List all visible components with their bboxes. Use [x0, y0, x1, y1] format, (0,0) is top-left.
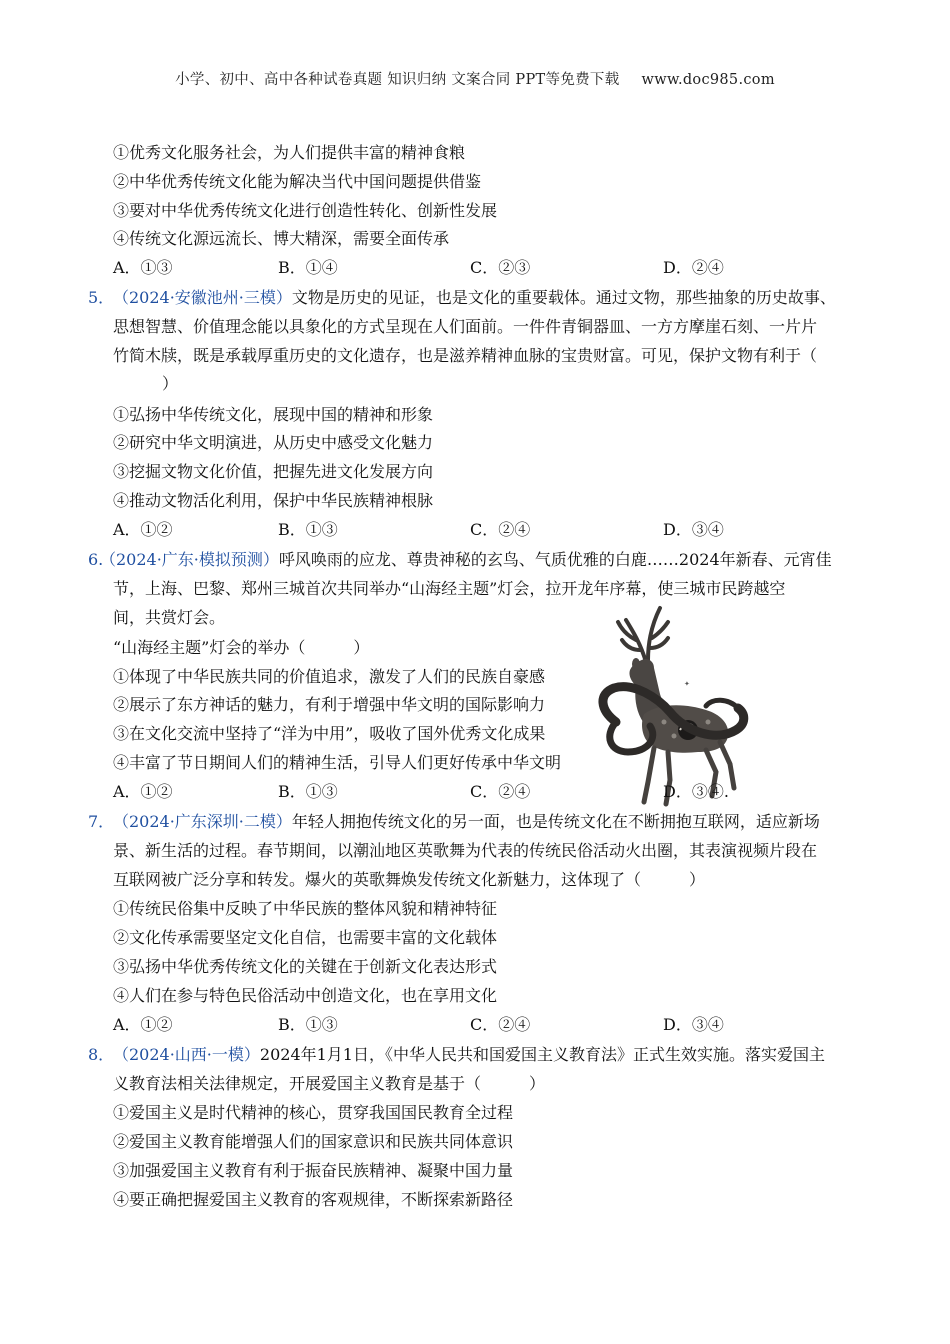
svg-text:✦: ✦: [684, 680, 690, 688]
statement: ④传统文化源远流长、博大精深，需要全面传承: [113, 229, 450, 248]
white-deer-lantern-image: [588, 602, 750, 807]
option-b: B．①④: [278, 258, 338, 277]
statement: ③挖掘文物文化价值，把握先进文化发展方向: [113, 462, 434, 481]
statement: ④要正确把握爱国主义教育的客观规律，不断探索新路径: [113, 1190, 514, 1209]
statement: ①爱国主义是时代精神的核心，贯穿我国国民教育全过程: [113, 1103, 514, 1122]
statement: ③在文化交流中坚持了“洋为中用”，吸收了国外优秀文化成果: [113, 724, 546, 743]
stem-text: 呼风唤雨的应龙、尊贵神秘的玄鸟、气质优雅的白鹿……2024年新春、元宵佳: [278, 550, 832, 569]
question-source: （2024·安徽池州·三模）: [113, 288, 292, 307]
statement: ④丰富了节日期间人们的精神生活，引导人们更好传承中华文明: [113, 753, 562, 772]
option-d: D．③④: [663, 520, 724, 539]
statement: ③加强爱国主义教育有利于振奋民族精神、凝聚中国力量: [113, 1161, 514, 1180]
option-d: D．③④: [663, 1015, 724, 1034]
option-c: C．②③: [470, 258, 531, 277]
stem-text: “山海经主题”灯会的举办（ ）: [113, 638, 370, 657]
header-text: 小学、初中、高中各种试卷真题 知识归纳 文案合同 PPT等免费下载: [175, 72, 620, 88]
statement: ③要对中华优秀传统文化进行创造性转化、创新性发展: [113, 201, 498, 220]
question-number: 7．: [88, 812, 115, 831]
statement: ②研究中华文明演进，从历史中感受文化魅力: [113, 433, 434, 452]
statement: ①传统民俗集中反映了中华民族的整体风貌和精神特征: [113, 899, 498, 918]
question-number: 5．: [88, 288, 115, 307]
option-c: C．②④: [470, 1015, 531, 1034]
stem-text: 文物是历史的见证，也是文化的重要载体。通过文物，那些抽象的历史故事、: [291, 288, 836, 307]
page-header: [0, 68, 950, 89]
option-b: B．①③: [278, 520, 338, 539]
header-site: www.doc985.com: [641, 72, 775, 88]
option-a: A．①③: [113, 258, 173, 277]
stem-text: 年轻人拥抱传统文化的另一面，也是传统文化在不断拥抱互联网，适应新场: [291, 812, 820, 831]
question-source: （2024·广东深圳·二模）: [113, 812, 292, 831]
option-a: A．①②: [113, 520, 173, 539]
stem-text: 竹简木牍，既是承载厚重历史的文化遗存，也是滋养精神血脉的宝贵财富。可见，保护文物有利于（: [113, 346, 818, 365]
option-d: D．③④.: [663, 782, 729, 801]
statement: ④人们在参与特色民俗活动中创造文化，也在享用文化: [113, 986, 498, 1005]
stem-text: 节，上海、巴黎、郑州三城首次共同举办“山海经主题”灯会，拉开龙年序幕，使三城市民跨越空: [113, 579, 786, 598]
statement: ③弘扬中华优秀传统文化的关键在于创新文化表达形式: [113, 957, 498, 976]
option-a: A．①②: [113, 782, 173, 801]
stem-text: 2024年1月1日，《中华人民共和国爱国主义教育法》正式生效实施。落实爱国主: [259, 1045, 825, 1064]
stem-text: 义教育法相关法律规定，开展爱国主义教育是基于（ ）: [113, 1074, 546, 1093]
stem-text: ）: [162, 374, 179, 393]
question-source: （2024·山西·一模）: [113, 1045, 260, 1064]
statement: ①体现了中华民族共同的价值追求，激发了人们的民族自豪感: [113, 667, 546, 686]
statement: ①弘扬中华传统文化，展现中国的精神和形象: [113, 405, 434, 424]
question-stem-line: [113, 1043, 825, 1067]
stem-text: 互联网被广泛分享和转发。爆火的英歌舞焕发传统文化新魅力，这体现了（ ）: [113, 870, 706, 889]
option-c: C．②④: [470, 520, 531, 539]
question-stem-line: [100, 548, 832, 572]
stem-text: 间，共赏灯会。: [113, 608, 226, 627]
question-source: （2024·广东·模拟预测）: [100, 550, 279, 569]
statement: ②爱国主义教育能增强人们的国家意识和民族共同体意识: [113, 1132, 514, 1151]
statement: ②中华优秀传统文化能为解决当代中国问题提供借鉴: [113, 172, 482, 191]
statement: ④推动文物活化利用，保护中华民族精神根脉: [113, 491, 434, 510]
question-number: 8．: [88, 1045, 115, 1064]
statement: ①优秀文化服务社会，为人们提供丰富的精神食粮: [113, 143, 466, 162]
statement: ②展示了东方神话的魅力，有利于增强中华文明的国际影响力: [113, 695, 546, 714]
option-c: C．②④: [470, 782, 531, 801]
question-number: 6.: [88, 550, 104, 569]
stem-text: 景、新生活的过程。春节期间，以潮汕地区英歌舞为代表的传统民俗活动火出圈，其表演视频片段在: [113, 841, 818, 860]
option-b: B．①③: [278, 1015, 338, 1034]
statement: ②文化传承需要坚定文化自信，也需要丰富的文化载体: [113, 928, 498, 947]
stem-text: 思想智慧、价值理念能以具象化的方式呈现在人们面前。一件件青铜器皿、一方方摩崖石刻、一片片: [113, 317, 818, 336]
question-stem-line: [113, 286, 836, 310]
question-stem-line: [113, 810, 820, 834]
option-b: B．①③: [278, 782, 338, 801]
option-a: A．①②: [113, 1015, 173, 1034]
option-d: D．②④: [663, 258, 724, 277]
